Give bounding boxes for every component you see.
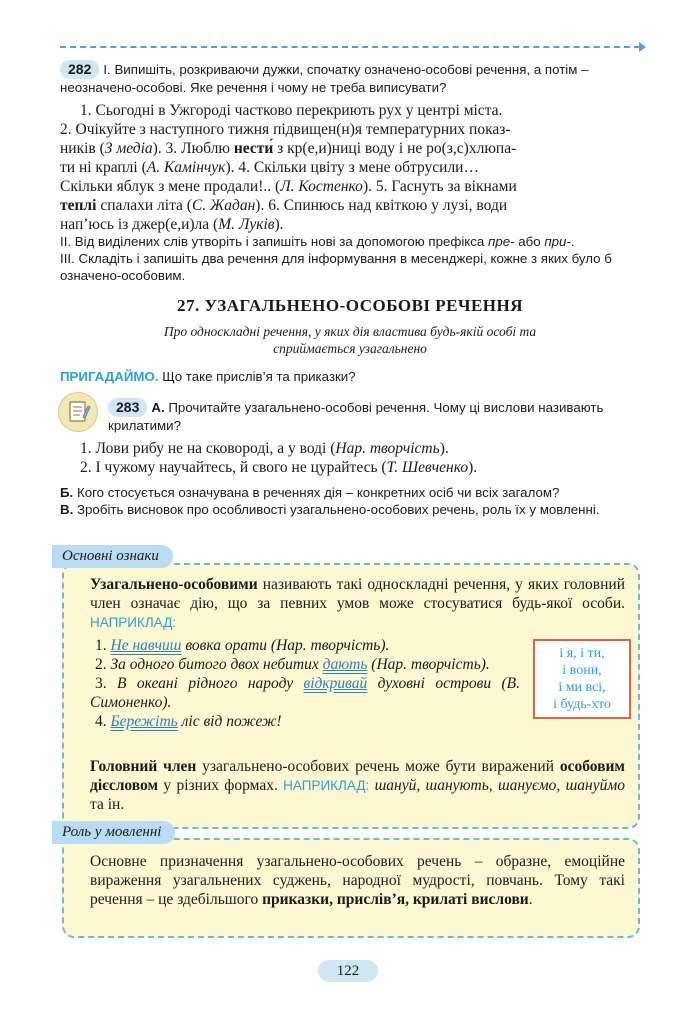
sentence-1: 1. Сьогодні в Ужгороді частково перекриють рух у центрі міста. (80, 102, 503, 119)
exercise-task-text: І. Випишіть, розкриваючи дужки, спочатку означено-особові речення, а потім – неозначено-особові. Яке речення і чому не треба виписувати? (60, 62, 589, 95)
notebook-icon (58, 392, 98, 432)
exercise-number-badge: 282 (60, 60, 99, 79)
exercise-282-task-3: ІІІ. Складіть і запишіть два речення для інформування в месенджері, кожне з яких було б означено-особовим. (60, 251, 612, 283)
exercise-282-task-2: ІІ. Від виділених слів утворіть і запишіть нові за допомогою префікса пре- або при-. (60, 234, 575, 249)
top-dashed-rule (60, 46, 640, 48)
persons-callout: і я, і ти, і вони, і ми всі, і будь-хто (533, 639, 631, 719)
rule-tag-role: Роль у мовленні (52, 821, 175, 844)
example-2: 2. За одного битого двох небитих дають (Нар. творчість). (95, 656, 490, 673)
exercise-282-task (60, 60, 640, 96)
example-3: 3. В океані рідного народу відкривай духовні острови (В. Симоненко). (90, 675, 521, 711)
exercise-283-task-b: Б. Кого стосується означувана в реченнях дія – конкретних осіб чи всіх загалом? (60, 485, 560, 500)
section-subtitle: Про односкладні речення, у яких дія властива будь-якій особі та сприймається узагальнено (163, 324, 537, 356)
exercise-283-task-a: 283 А. Прочитайте узагальнено-особові речення. Чому ці вислови називають крилатими? (108, 399, 604, 433)
sentence-2-3: 2. Очікуйте з наступного тижня підвищен(н)я температурних показ- ників (З медіа). 3. Люблю нести́ з кр(е,и)ниці воду і не ро(з,с)хлюпа- ти ні краплі (А. Камінчук). 4. Скільки цвіту з мене обтрусили… Скільки яблук з мене продали!.. (Л. Костенко). 5. Гаснуть за вікнами теплі спалахи літа (С. Жадан). 6. Спинюсь над квіткою у лузі, води нап’юсь із джер(е,и)ла (М. Луків). (60, 121, 517, 233)
exercise-283-proverbs: 1. Лови рибу не на сковороді, а у воді (Нар. творчість). 2. І чужому научайтесь, й свого не цурайтесь (Т. Шевченко). (80, 440, 478, 476)
example-list (90, 636, 520, 731)
rule-tag-main-features: Основні ознаки (52, 545, 173, 568)
role-paragraph: Основне призначення узагальнено-особових речень – образне, емоційне вираження узагальнених суджень, народної мудрості, повчань. Тому такі речення – це здебільшого приказки, прислів’я, крилаті вислови. (90, 853, 625, 908)
exercise-283-task-v: В. Зробіть висновок про особливості узагальнено-особових речень, роль їх у мовленні. (60, 502, 600, 517)
remember-label: ПРИГАДАЙМО. (60, 369, 159, 384)
exercise-282-sentences (60, 101, 640, 234)
example-4: 4. Бережіть ліс від пожеж! (95, 713, 282, 730)
definition-paragraph: Узагальнено-особовими називають такі односкладні речення, у яких головний член означає дію, що за певних умов може стосуватися будь-якої особи. НАПРИКЛАД: (90, 576, 625, 630)
example-1: 1. Не навчиш вовка орати (Нар. творчість). (95, 637, 390, 654)
section-title: 27. УЗАГАЛЬНЕНО-ОСОБОВІ РЕЧЕННЯ (176, 296, 524, 315)
predicate-paragraph: Головний член узагальнено-особових речень може бути виражений особовим дієсловом у різних формах. НАПРИКЛАД: шануй, шанують, шануємо, шануймо та ін. (90, 758, 625, 813)
remember-prompt: ПРИГАДАЙМО. Що таке прислів’я та приказки? (60, 369, 356, 384)
page-number: 122 (318, 960, 378, 982)
exercise-number-badge: 283 (108, 398, 147, 417)
